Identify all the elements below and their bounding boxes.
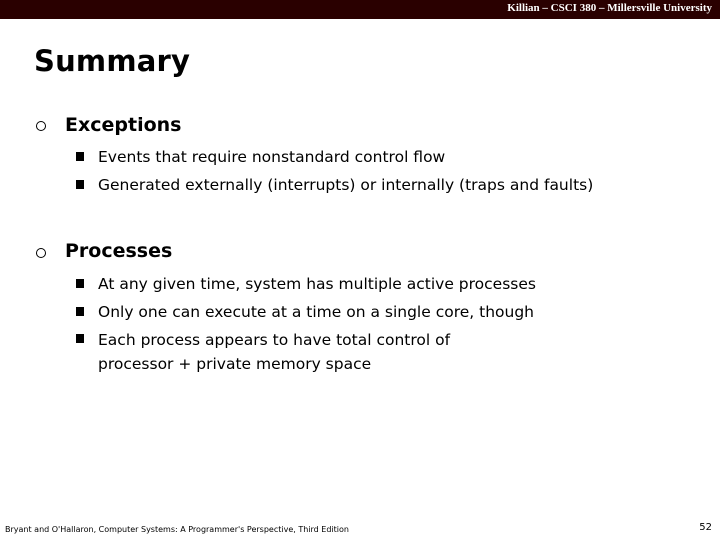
square-bullet-icon xyxy=(76,180,84,189)
header-course-text: Killian – CSCI 380 – Millersville University xyxy=(507,2,712,14)
list-item xyxy=(76,298,536,326)
list-item xyxy=(76,171,593,199)
circle-bullet-icon xyxy=(36,121,46,131)
list-item xyxy=(76,270,536,298)
page-number: 52 xyxy=(699,522,712,533)
list-item xyxy=(76,143,593,171)
list-item-text: Only one can execute at a time on a single core, though xyxy=(98,303,534,321)
list-item-text-continued: processor + private memory space xyxy=(98,355,372,373)
list-item-text: Events that require nonstandard control flow xyxy=(98,148,446,166)
list-item xyxy=(76,326,536,376)
header-bar xyxy=(0,0,720,19)
section-heading: Processes xyxy=(65,240,173,262)
section-heading: Exceptions xyxy=(65,114,182,136)
circle-bullet-icon xyxy=(36,248,46,258)
sub-bullet-list xyxy=(76,270,536,376)
square-bullet-icon xyxy=(76,279,84,288)
list-item-text: At any given time, system has multiple active processes xyxy=(98,275,536,293)
square-bullet-icon xyxy=(76,334,84,343)
square-bullet-icon xyxy=(76,307,84,316)
list-item-text: Each process appears to have total control of xyxy=(98,331,451,349)
slide-title: Summary xyxy=(34,44,191,78)
list-item-text: Generated externally (interrupts) or internally (traps and faults) xyxy=(98,176,594,194)
square-bullet-icon xyxy=(76,152,84,161)
sub-bullet-list xyxy=(76,143,593,199)
footer-citation: Bryant and O'Hallaron, Computer Systems: A Programmer's Perspective, Third Edition xyxy=(5,525,349,534)
